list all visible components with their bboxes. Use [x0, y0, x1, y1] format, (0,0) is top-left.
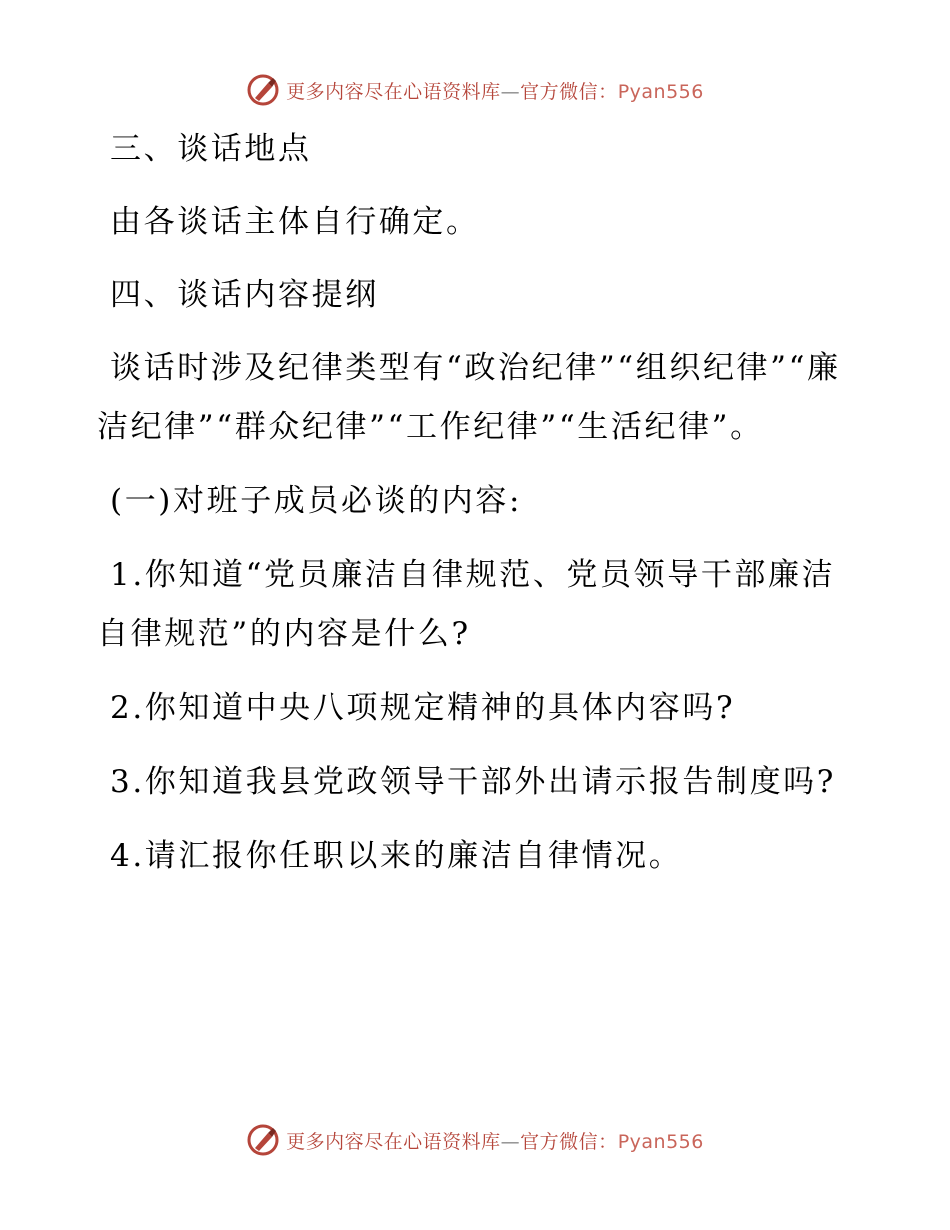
footer-banner [0, 1120, 950, 1160]
header-banner [0, 70, 950, 110]
pen-nib-logo-icon [246, 1123, 280, 1157]
question-item-3: 3.你知道我县党政领导干部外出请示报告制度吗? [110, 764, 836, 800]
banner-main-text: 更多内容尽在心语资料库 [286, 1130, 501, 1153]
banner-official-label: 官方微信： [520, 80, 618, 103]
pen-nib-logo-icon [246, 73, 280, 107]
question-item-4: 4.请汇报你任职以来的廉洁自律情况。 [110, 838, 683, 874]
banner-text [286, 1127, 704, 1154]
paragraph-location: 由各谈话主体自行确定。 [110, 204, 480, 240]
banner-separator: — [500, 80, 521, 103]
banner-main-text: 更多内容尽在心语资料库 [286, 80, 501, 103]
section-heading-outline: 四、谈话内容提纲 [110, 277, 379, 313]
section-heading-location: 三、谈话地点 [110, 131, 312, 167]
banner-wechat-id: Pyan556 [617, 1130, 704, 1153]
banner-wechat-id: Pyan556 [617, 80, 704, 103]
document-body [97, 120, 857, 886]
paragraph-discipline-types: 谈话时涉及纪律类型有“政治纪律”“组织纪律”“廉洁纪律”“群众纪律”“工作纪律”“生活纪律”。 [97, 350, 841, 445]
banner-separator: — [500, 1130, 521, 1153]
question-item-2: 2.你知道中央八项规定精神的具体内容吗? [110, 690, 736, 726]
banner-official-label: 官方微信： [520, 1130, 618, 1153]
question-item-1: 1.你知道“党员廉洁自律规范、党员领导干部廉洁自律规范”的内容是什么? [97, 557, 836, 652]
subheading-team-members: (一)对班子成员必谈的内容: [110, 483, 523, 519]
banner-text [286, 77, 704, 104]
